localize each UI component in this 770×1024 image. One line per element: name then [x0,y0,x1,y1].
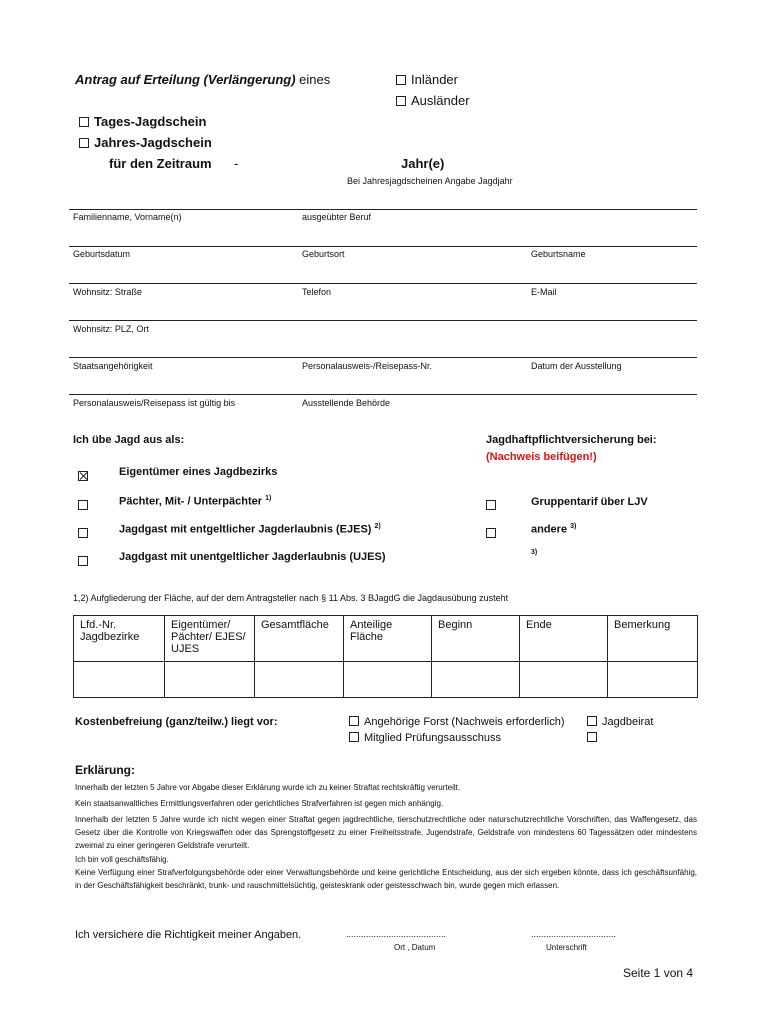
checkbox-ujes[interactable] [78,552,93,570]
option-forst[interactable]: Angehörige Forst (Nachweis erforderlich) [349,716,565,728]
divider [69,394,697,395]
field-behoerde-label: Ausstellende Behörde [302,398,391,408]
field-strasse-label: Wohnsitz: Straße [73,287,142,297]
erklaerung-p2: Kein staatsanwaltliches Ermittlungsverfahren oder gerichtliches Strafverfahren ist gegen mich anhängig. [75,799,444,808]
header-lfd-nr: Lfd.-Nr. Jagdbezirke [74,616,165,662]
checkbox-icon[interactable] [396,96,406,106]
footnote-3-marker: 3) [531,549,538,556]
option-jahres-jagdschein[interactable]: Jahres-Jagdschein [79,135,212,150]
paechter-label: Pächter, Mit- / Unterpächter $^{1)}$ [119,495,272,508]
field-ausstellung-label: Datum der Ausstellung [531,361,622,371]
option-tages-jagdschein[interactable]: Tages-Jagdschein [79,114,206,129]
checkbox-icon[interactable] [587,716,597,726]
kosten-label: Kostenbefreiung (ganz/teilw.) liegt vor: [75,716,278,728]
checkbox-gruppentarif[interactable] [486,496,501,514]
gruppentarif-label: Gruppentarif über LJV [531,496,648,508]
ujes-label: Jagdgast mit unentgeltlicher Jagderlaubnis (UJES) [119,551,386,563]
nachweis-note: (Nachweis beifügen!) [486,451,597,463]
field-plz-label: Wohnsitz: PLZ, Ort [73,324,149,334]
checkbox-icon[interactable] [349,716,359,726]
divider [69,320,697,321]
checkbox-paechter[interactable] [78,496,93,514]
checkbox-eigentuemer-checked[interactable] [78,467,88,485]
header-gesamtflaeche: Gesamtfläche [255,616,344,662]
checked-box-icon[interactable] [78,471,88,481]
jagdjahr-hint: Bei Jahresjagdscheinen Angabe Jagdjahr [347,176,513,186]
checkbox-icon[interactable] [349,732,359,742]
andere-label: andere $^{3)}$ [531,523,577,536]
checkbox-icon[interactable] [486,500,496,510]
field-telefon-label: Telefon [302,287,332,297]
eigentuemer-label: Eigentümer eines Jagdbezirks [119,466,278,478]
field-staat-label: Staatsangehörigkeit [73,361,153,371]
zeitraum-label: für den Zeitraum [109,156,212,171]
versicherung-heading: Jagdhaftpflichtversicherung bei: [486,434,657,446]
header-anteilige-flaeche: Anteilige Fläche [344,616,432,662]
header-bemerkung: Bemerkung [608,616,698,662]
unterschrift-label: Unterschrift [546,943,587,952]
option-beirat[interactable]: Jagdbeirat [587,716,653,728]
versicherung-text: Ich versichere die Richtigkeit meiner Angaben. [75,929,302,941]
ejes-label: Jagdgast mit entgeltlicher Jagderlaubnis (EJES) $^{2)}$ [119,523,381,536]
field-geburtsname-label: Geburtsname [531,249,586,259]
checkbox-icon[interactable] [587,732,597,742]
header-eigentuemer: Eigentümer/ Pächter/ EJES/ UJES [165,616,255,662]
field-geburtsort-label: Geburtsort [302,249,345,259]
divider [69,246,697,247]
option-inlaender[interactable]: Inländer [396,72,458,87]
page-number: Seite 1 von 4 [623,966,694,980]
checkbox-icon[interactable] [78,556,88,566]
zeitraum-dash: - [234,156,239,171]
checkbox-icon[interactable] [396,75,406,85]
erklaerung-p1: Innerhalb der letzten 5 Jahre vor Abgabe dieser Erklärung wurde ich zu keiner Straftat rechtskräftig verurteilt. [75,783,461,792]
form-title: Antrag auf Erteilung (Verlängerung) eines [75,72,331,87]
erklaerung-text [75,781,697,892]
header-beginn: Beginn [432,616,520,662]
unterschrift-line[interactable]: .................................. [531,929,617,939]
cell-input[interactable] [344,662,432,698]
field-name-label: Familienname, Vorname(n) [73,212,182,222]
cell-input[interactable] [74,662,165,698]
header-ende: Ende [520,616,608,662]
cell-input[interactable] [520,662,608,698]
field-ausweisnr-label: Personalausweis-/Reisepass-Nr. [302,361,433,371]
checkbox-icon[interactable] [78,528,88,538]
field-geburtsdatum-label: Geburtsdatum [73,249,131,259]
option-empty[interactable] [587,732,602,744]
flaeche-table [73,615,698,698]
field-gueltig-label: Personalausweis/Reisepass ist gültig bis [73,398,236,408]
cell-input[interactable] [432,662,520,698]
ort-datum-line[interactable]: ........................................ [346,929,447,939]
erklaerung-heading: Erklärung: [75,763,136,777]
jahre-label: Jahr(e) [401,156,445,171]
ort-datum-label: Ort , Datum [394,943,436,952]
erklaerung-p4: Ich bin voll geschäftsfähig. [75,855,169,864]
jagd-heading: Ich übe Jagd aus als: [73,434,185,446]
cell-input[interactable] [608,662,698,698]
checkbox-ejes[interactable] [78,524,93,542]
field-beruf-label: ausgeübter Beruf [302,212,372,222]
checkbox-icon[interactable] [78,500,88,510]
checkbox-icon[interactable] [79,117,89,127]
divider [69,357,697,358]
checkbox-andere[interactable] [486,524,501,542]
table-header-row [74,616,698,662]
erklaerung-p5: Keine Verfügung einer Strafverfolgungsbehörde oder einer Verwaltungsbehörde und keine gerichtliche Entscheidung, aus der sich ergeben könnte, dass ich geschäftsunfähig, in der Geschäftsfähigkeit beschränkt, trunk- und rauschmittelsüchtig, geisteskrank oder geistesschwach bin, wurde gegen mich erlassen. [75,868,697,890]
cell-input[interactable] [255,662,344,698]
divider [69,283,697,284]
divider [69,209,697,210]
flaeche-note: 1,2) Aufgliederung der Fläche, auf der dem Antragsteller nach § 11 Abs. 3 BJagdG die Jagdausübung zusteht [73,593,509,603]
table-row [74,662,698,698]
cell-input[interactable] [165,662,255,698]
checkbox-icon[interactable] [486,528,496,538]
erklaerung-p3: Innerhalb der letzten 5 Jahre wurde ich nicht wegen einer Straftat gegen jagdrechtliche, tierschutzrechtliche oder naturschutzrechtliche Vorschriften, das Waffengesetz, das Gesetz über die Kontrolle von Kriegswaffen oder das Sprengstoffgesetz zu einer Freiheitsstrafe, Jugendstrafe, Geldstrafe von mindestens 60 Tagessätzen oder mindestens zweimal zu einer geringeren Geldstrafe verurteilt. [75,815,697,850]
option-pruefung[interactable]: Mitglied Prüfungsausschuss [349,732,501,744]
option-auslaender[interactable]: Ausländer [396,93,470,108]
field-email-label: E-Mail [531,287,557,297]
checkbox-icon[interactable] [79,138,89,148]
